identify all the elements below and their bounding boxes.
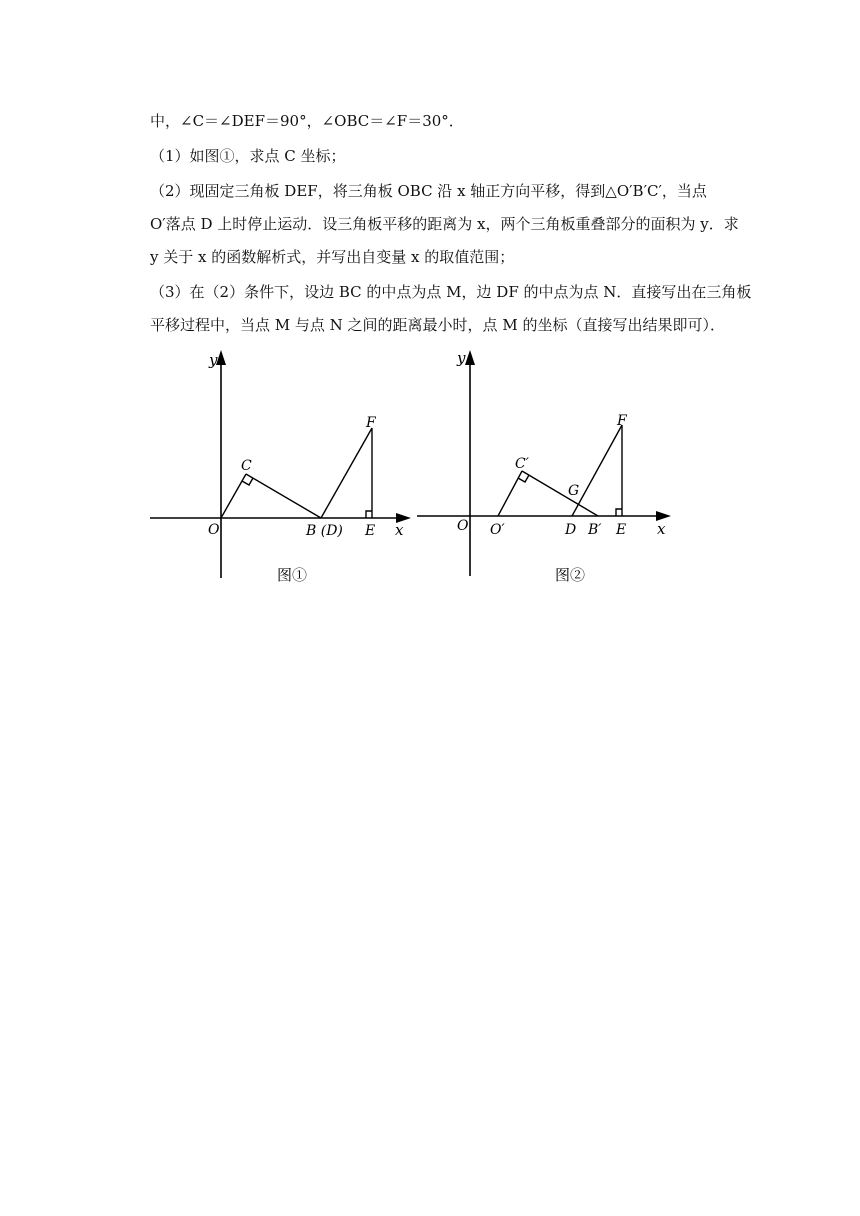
y-axis-arrow [465, 350, 475, 365]
label-Bp: B′ [588, 522, 602, 538]
label-O: O [457, 518, 469, 534]
label-Op: O′ [490, 522, 505, 538]
question-3-line-1: （3）在（2）条件下，设边 BC 的中点为点 M，边 DF 的中点为点 N．直接写出在三角板 [150, 283, 752, 301]
label-x: x [657, 520, 666, 538]
question-2-line-3: y 关于 x 的函数解析式，并写出自变量 x 的取值范围； [150, 248, 515, 266]
segment-CpBp [522, 471, 598, 516]
label-E: E [616, 522, 627, 538]
label-BD: B (D) [306, 523, 343, 539]
label-O: O [208, 522, 220, 538]
question-2-line-1: （2）现固定三角板 DEF，将三角板 OBC 沿 x 轴正方向平移，得到△O′B′C′，当点 [150, 182, 707, 200]
figure-1-caption: 图① [277, 566, 308, 584]
label-D: D [565, 522, 577, 538]
segment-CB [246, 474, 321, 518]
y-axis-arrow [216, 350, 226, 365]
label-E: E [365, 523, 376, 539]
segment-DF [321, 428, 372, 518]
question-1: （1）如图①，求点 C 坐标； [150, 147, 346, 165]
label-y: y [209, 351, 218, 369]
question-2-line-2: O′落点 D 上时停止运动．设三角板平移的距离为 x，两个三角板重叠部分的面积为 y．求 [150, 215, 739, 233]
label-G: G [568, 483, 580, 499]
label-F: F [617, 413, 627, 429]
label-Cp: C′ [515, 456, 529, 472]
right-angle-mark-E [616, 509, 622, 516]
figure-2 [412, 345, 682, 585]
label-y: y [457, 349, 466, 367]
figure-1 [145, 345, 415, 585]
figure-2-caption: 图② [555, 566, 586, 584]
label-F: F [366, 415, 376, 431]
label-x: x [395, 521, 404, 539]
problem-line-1: 中，∠C＝∠DEF＝90°，∠OBC＝∠F＝30°． [150, 112, 464, 130]
right-angle-mark-E [366, 511, 372, 518]
label-C: C [241, 458, 252, 474]
question-3-line-2: 平移过程中，当点 M 与点 N 之间的距离最小时，点 M 的坐标（直接写出结果即可）． [150, 316, 725, 334]
segment-DF [572, 425, 622, 516]
